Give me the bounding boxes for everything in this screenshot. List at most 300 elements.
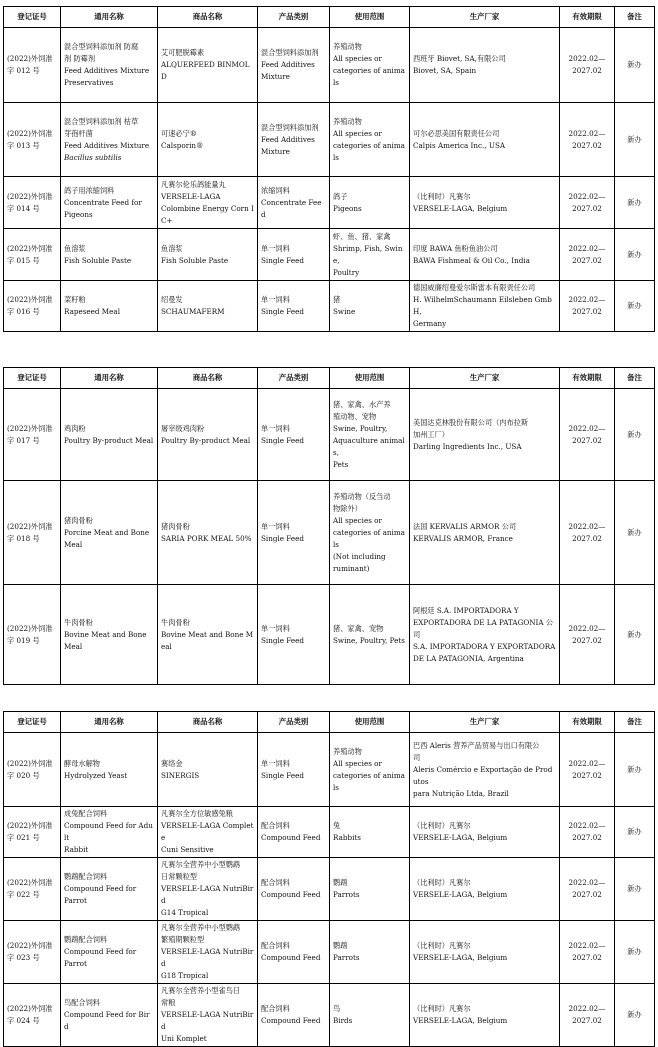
registration-number-line: (2022)外饲准 (7, 941, 53, 950)
remark-cell: 新办 (615, 733, 655, 807)
usage-scope-line: Parrots (333, 890, 360, 899)
validity-period-cell (560, 103, 615, 177)
manufacturer-line: （比利时）凡赛尔 (413, 941, 471, 950)
generic-name-line: 剂 防霉剂 (64, 54, 96, 63)
table-row (4, 807, 655, 858)
manufacturer-cell (410, 984, 560, 1047)
trade-name-line: 绍曼发 (161, 295, 183, 304)
generic-name-line: 芽孢杆菌 (64, 128, 93, 138)
product-category-cell (258, 733, 330, 807)
validity-period-cell (560, 229, 615, 281)
manufacturer-line: Biovet, SA, Spain (413, 66, 477, 75)
column-header: 生产厂家 (410, 712, 560, 733)
generic-name-line: Bacillus subtilis (64, 152, 122, 162)
remark-cell: 新办 (615, 28, 655, 103)
manufacturer-cell (410, 733, 560, 807)
validity-period-line: 2027.02 (572, 307, 602, 316)
trade-name-cell (158, 177, 258, 229)
trade-name-line: 常粮 (161, 998, 176, 1007)
generic-name-line: 牛肉骨粉 (64, 617, 93, 627)
usage-scope-line: All species or (333, 54, 382, 63)
validity-period-line: 2022.02— (568, 623, 606, 633)
generic-name-cell (61, 28, 158, 103)
trade-name-line: Uni Komplet (161, 1034, 207, 1043)
usage-scope-line: (Not including (333, 551, 386, 561)
trade-name-line: 凡赛尔全方位敏感兔粮 (161, 809, 233, 818)
generic-name-cell (61, 177, 158, 229)
remark-cell: 新办 (615, 921, 655, 984)
product-category-line: Feed Additives (261, 60, 315, 69)
registration-number-line: (2022)外饲准 (7, 623, 53, 633)
product-category-line: Mixture (261, 72, 290, 81)
manufacturer-line: Darling Ingredients Inc., USA (413, 441, 522, 451)
registration-number-line: 字 019 号 (7, 635, 40, 645)
generic-name-cell (61, 733, 158, 807)
manufacturer-line: 美国达克林股份有限公司（内布拉斯 (413, 417, 529, 427)
generic-name-cell (61, 858, 158, 921)
remark-cell: 新办 (615, 229, 655, 281)
generic-name-cell (61, 921, 158, 984)
generic-name-line: 鱼溶浆 (64, 243, 86, 253)
generic-name-cell (61, 807, 158, 858)
manufacturer-line: （比利时）凡赛尔 (413, 1004, 471, 1013)
product-category-line: Concentrate Feed (261, 197, 322, 219)
usage-scope-line: 鹦鹉 (333, 941, 348, 950)
column-header: 生产厂家 (410, 7, 560, 28)
trade-name-line: 凡赛尔伦乐鸽能量丸 (161, 179, 226, 189)
manufacturer-line: 可尔必思美国有限责任公司 (413, 128, 500, 138)
product-category-line: Compound Feed (261, 953, 321, 962)
manufacturer-line: 德国威廉绍曼爱尔斯雷本有限责任公司 (413, 283, 536, 292)
usage-scope-line: 猪、家禽、宠物 (333, 623, 384, 633)
registration-number-line: 字 022 号 (7, 890, 40, 899)
usage-scope-line: 物除外） (333, 503, 362, 513)
validity-period-line: 2027.02 (572, 770, 602, 780)
product-category-line: 配合饲料 (261, 878, 290, 887)
table-row (4, 281, 655, 332)
trade-name-cell (158, 481, 258, 585)
column-header: 商品名称 (158, 7, 258, 28)
manufacturer-line: para Nutrição Ltda, Brazil (413, 788, 509, 798)
manufacturer-cell (410, 103, 560, 177)
registration-number-cell (4, 177, 61, 229)
generic-name-line: Feed Additives Mixture (64, 66, 150, 75)
generic-name-line: 菜籽粕 (64, 295, 86, 304)
validity-period-cell (560, 984, 615, 1047)
validity-period-cell (560, 281, 615, 332)
manufacturer-line: 法国 KERVALIS ARMOR 公司 (413, 521, 517, 531)
registration-number-line: 字 012 号 (7, 66, 40, 75)
column-header: 备注 (615, 368, 655, 389)
trade-name-line: Bovine Meat and Bone Meal (161, 629, 254, 651)
generic-name-line: Concentrate Feed for (64, 197, 142, 207)
generic-name-line: Rapeseed Meal (64, 307, 120, 316)
manufacturer-line: VERSELE-LAGA, Belgium (413, 953, 508, 962)
validity-period-line: 2022.02— (568, 128, 606, 138)
table-row (4, 984, 655, 1047)
usage-scope-cell (330, 229, 410, 281)
usage-scope-line: 兔 (333, 821, 341, 830)
product-category-cell (258, 481, 330, 585)
usage-scope-cell (330, 858, 410, 921)
product-category-line: Mixture (261, 146, 290, 156)
usage-scope-cell (330, 481, 410, 585)
product-category-line: Single Feed (261, 435, 304, 445)
table-row (4, 921, 655, 984)
product-category-line: 单一饲料 (261, 623, 290, 633)
trade-name-cell (158, 585, 258, 685)
generic-name-line: Compound Feed for Bird (64, 1010, 150, 1031)
product-category-line: 配合饲料 (261, 821, 290, 830)
column-header: 产品类别 (258, 7, 330, 28)
trade-name-cell (158, 984, 258, 1047)
usage-scope-line: Pets (333, 459, 349, 469)
registration-table-2 (3, 367, 655, 685)
generic-name-line: 混合型饲料添加剂 枯草 (64, 116, 139, 126)
manufacturer-line: H. WilhelmSchaumann Eilsleben GmbH, (413, 295, 552, 316)
product-category-cell (258, 858, 330, 921)
trade-name-cell (158, 807, 258, 858)
manufacturer-line: 司 (413, 629, 421, 639)
column-header: 通用名称 (61, 368, 158, 389)
usage-scope-line: Swine, Poultry, Pets (333, 635, 405, 645)
usage-scope-line: Birds (333, 1016, 353, 1025)
validity-period-line: 2022.02— (568, 1004, 606, 1013)
usage-scope-line: Shrimp, Fish, Swine, (333, 243, 403, 265)
trade-name-line: 凡赛尔全营养中小型鹦鹉 (161, 860, 241, 869)
manufacturer-line: DE LA PATAGONIA, Argentina (413, 653, 524, 663)
table-row (4, 481, 655, 585)
trade-name-line: ALQUERFEED BINMOLD (161, 60, 250, 81)
trade-name-line: Calsporin® (161, 140, 204, 150)
manufacturer-cell (410, 28, 560, 103)
manufacturer-line: 西班牙 Biovet, SA,有限公司 (413, 54, 506, 63)
usage-scope-line: Swine (333, 307, 356, 316)
manufacturer-line: BAWA Fishmeal & Oil Co., India (413, 255, 530, 265)
registration-number-line: (2022)外饲准 (7, 878, 53, 887)
product-category-line: 配合饲料 (261, 1004, 290, 1013)
validity-period-line: 2022.02— (568, 941, 606, 950)
validity-period-line: 2022.02— (568, 295, 606, 304)
registration-number-line: 字 014 号 (7, 203, 40, 213)
usage-scope-line: All species or (333, 515, 382, 525)
generic-name-line: 成兔配合饲料 (64, 809, 108, 818)
usage-scope-line: Rabbits (333, 833, 361, 842)
trade-name-line: 牛肉骨粉 (161, 617, 190, 627)
validity-period-line: 2027.02 (572, 140, 602, 150)
trade-name-cell (158, 733, 258, 807)
trade-name-line: G18 Tropical (161, 971, 209, 980)
usage-scope-line: Poultry (333, 267, 360, 277)
product-category-line: 单一饲料 (261, 243, 290, 253)
manufacturer-line: Calpis America Inc., USA (413, 140, 506, 150)
generic-name-line: 鸽子用浓缩饲料 (64, 185, 115, 195)
table-row (4, 585, 655, 685)
product-category-line: 混合型饲料添加剂 (261, 48, 319, 57)
manufacturer-line: 加州工厂） (413, 429, 449, 439)
product-category-cell (258, 921, 330, 984)
trade-name-line: 赛络金 (161, 758, 183, 768)
product-category-line: Compound Feed (261, 1016, 321, 1025)
product-category-cell (258, 103, 330, 177)
column-header: 通用名称 (61, 7, 158, 28)
generic-name-line: Fish Soluble Paste (64, 255, 132, 265)
trade-name-cell (158, 281, 258, 332)
remark-cell: 新办 (615, 103, 655, 177)
trade-name-line: VERSELE-LAGA NutriBird (161, 947, 254, 968)
column-header: 登记证号 (4, 7, 61, 28)
generic-name-line: Hydrolyzed Yeast (64, 770, 128, 780)
trade-name-line: VERSELE-LAGA Complete (161, 821, 254, 842)
remark-cell: 新办 (615, 807, 655, 858)
usage-scope-line: 鹦鹉 (333, 878, 348, 887)
registration-number-line: 字 018 号 (7, 533, 40, 543)
validity-period-line: 2027.02 (572, 1016, 602, 1025)
table-row (4, 103, 655, 177)
usage-scope-cell (330, 921, 410, 984)
usage-scope-line: categories of animals (333, 770, 405, 792)
product-category-line: Feed Additives (261, 134, 315, 144)
product-category-cell (258, 281, 330, 332)
column-header: 有效期限 (560, 368, 615, 389)
registration-number-line: 字 024 号 (7, 1016, 40, 1025)
trade-name-line: 屠宰级鸡肉粉 (161, 423, 205, 433)
trade-name-line: 凡赛尔全营养中小型鹦鹉 (161, 923, 241, 932)
column-header: 商品名称 (158, 368, 258, 389)
generic-name-line: Poultry By-product Meal (64, 435, 154, 445)
usage-scope-line: categories of animals (333, 527, 405, 549)
trade-name-line: SCHAUMAFERM (161, 307, 225, 316)
manufacturer-line: 巴西 Aleris 营养产品贸易与出口有限公 (413, 740, 540, 750)
validity-period-line: 2022.02— (568, 243, 606, 253)
column-header: 登记证号 (4, 368, 61, 389)
validity-period-line: 2027.02 (572, 533, 602, 543)
trade-name-cell (158, 921, 258, 984)
generic-name-line: Compound Feed for Adult (64, 821, 153, 842)
usage-scope-line: 养殖动物 (333, 42, 362, 51)
generic-name-line: Compound Feed for (64, 947, 137, 956)
validity-period-cell (560, 28, 615, 103)
usage-scope-line: Pigeons (333, 203, 362, 213)
generic-name-line: 鹦鹉配合饲料 (64, 935, 108, 944)
generic-name-line: 鸡肉粉 (64, 423, 86, 433)
table-row (4, 858, 655, 921)
generic-name-line: Bovine Meat and Bone (64, 629, 147, 639)
registration-number-cell (4, 281, 61, 332)
trade-name-line: Cuni Sensitive (161, 845, 214, 854)
registration-number-line: 字 016 号 (7, 307, 40, 316)
manufacturer-line: VERSELE-LAGA, Belgium (413, 833, 508, 842)
registration-number-cell (4, 585, 61, 685)
registration-number-line: (2022)外饲准 (7, 1004, 53, 1013)
registration-table-1 (3, 6, 655, 332)
validity-period-line: 2022.02— (568, 878, 606, 887)
trade-name-line: 猪肉骨粉 (161, 521, 190, 531)
table-row (4, 28, 655, 103)
registration-number-line: 字 015 号 (7, 255, 40, 265)
manufacturer-line: （比利时）凡赛尔 (413, 821, 471, 830)
usage-scope-line: Swine, Poultry, (333, 423, 388, 433)
manufacturer-line: VERSELE-LAGA, Belgium (413, 203, 508, 213)
product-category-cell (258, 585, 330, 685)
column-header: 备注 (615, 712, 655, 733)
registration-number-line: (2022)外饲准 (7, 758, 53, 768)
registration-number-line: 字 013 号 (7, 140, 40, 150)
column-header: 通用名称 (61, 712, 158, 733)
registration-number-cell (4, 28, 61, 103)
usage-scope-cell (330, 389, 410, 481)
registration-number-cell (4, 481, 61, 585)
trade-name-line: Fish Soluble Paste (161, 255, 229, 265)
usage-scope-line: Aquaculture animals, (333, 435, 405, 457)
validity-period-line: 2022.02— (568, 521, 606, 531)
table-row (4, 177, 655, 229)
validity-period-line: 2022.02— (568, 758, 606, 768)
manufacturer-line: VERSELE-LAGA, Belgium (413, 1016, 508, 1025)
validity-period-line: 2027.02 (572, 953, 602, 962)
manufacturer-cell (410, 481, 560, 585)
validity-period-line: 2022.02— (568, 191, 606, 201)
generic-name-line: Meal (64, 641, 83, 651)
usage-scope-line: 猪、家禽、水产养 (333, 399, 391, 409)
generic-name-line: 酵母水解物 (64, 758, 100, 768)
product-category-cell (258, 229, 330, 281)
registration-number-line: 字 020 号 (7, 770, 40, 780)
usage-scope-cell (330, 103, 410, 177)
usage-scope-line: 鸽子 (333, 191, 348, 201)
generic-name-line: Porcine Meat and Bone (64, 527, 150, 537)
usage-scope-line: Parrots (333, 953, 360, 962)
product-category-line: Compound Feed (261, 890, 321, 899)
validity-period-line: 2027.02 (572, 203, 602, 213)
validity-period-cell (560, 858, 615, 921)
validity-period-cell (560, 481, 615, 585)
manufacturer-line: S.A. IMPORTADORA Y EXPORTADORA (413, 641, 556, 651)
generic-name-line: Compound Feed for (64, 884, 137, 893)
usage-scope-cell (330, 984, 410, 1047)
manufacturer-line: VERSELE-LAGA, Belgium (413, 890, 508, 899)
product-category-line: Single Feed (261, 255, 304, 265)
trade-name-cell (158, 103, 258, 177)
remark-cell: 新办 (615, 281, 655, 332)
remark-cell: 新办 (615, 389, 655, 481)
registration-number-line: 字 023 号 (7, 953, 40, 962)
registration-number-line: (2022)外饲准 (7, 243, 53, 253)
registration-number-line: 字 017 号 (7, 435, 40, 445)
usage-scope-line: All species or (333, 758, 382, 768)
generic-name-cell (61, 389, 158, 481)
usage-scope-line: All species or (333, 128, 382, 138)
registration-number-cell (4, 807, 61, 858)
table-row (4, 389, 655, 481)
validity-period-line: 2027.02 (572, 833, 602, 842)
manufacturer-line: 印度 BAWA 鱼粉鱼油公司 (413, 243, 498, 253)
usage-scope-cell (330, 733, 410, 807)
generic-name-cell (61, 585, 158, 685)
validity-period-cell (560, 807, 615, 858)
product-category-line: 单一饲料 (261, 295, 290, 304)
usage-scope-line: ruminant) (333, 563, 370, 573)
generic-name-cell (61, 103, 158, 177)
product-category-cell (258, 807, 330, 858)
remark-cell: 新办 (615, 481, 655, 585)
trade-name-cell (158, 389, 258, 481)
column-header: 有效期限 (560, 712, 615, 733)
product-category-line: Single Feed (261, 533, 304, 543)
registration-number-cell (4, 389, 61, 481)
generic-name-cell (61, 281, 158, 332)
manufacturer-cell (410, 858, 560, 921)
product-category-line: 浓缩饲料 (261, 185, 290, 195)
manufacturer-line: 阿根廷 S.A. IMPORTADORA Y (413, 605, 519, 615)
column-header: 产品类别 (258, 368, 330, 389)
trade-name-line: VERSELE-LAGA NutriBird (161, 884, 254, 905)
header-row (4, 712, 655, 733)
manufacturer-cell (410, 177, 560, 229)
validity-period-cell (560, 177, 615, 229)
trade-name-cell (158, 28, 258, 103)
registration-number-line: (2022)外饲准 (7, 521, 53, 531)
column-header: 有效期限 (560, 7, 615, 28)
validity-period-line: 2022.02— (568, 423, 606, 433)
remark-cell: 新办 (615, 177, 655, 229)
column-header: 使用范围 (330, 7, 410, 28)
manufacturer-line: KERVALIS ARMOR, France (413, 533, 513, 543)
product-category-line: Single Feed (261, 770, 304, 780)
registration-number-line: (2022)外饲准 (7, 54, 53, 63)
manufacturer-cell (410, 585, 560, 685)
registration-number-cell (4, 984, 61, 1047)
product-category-cell (258, 177, 330, 229)
trade-name-line: 鱼溶浆 (161, 243, 183, 253)
trade-name-line: Poultry By-product Meal (161, 435, 251, 445)
table-row (4, 733, 655, 807)
manufacturer-cell (410, 921, 560, 984)
generic-name-line: Parrot (64, 896, 87, 905)
usage-scope-line: categories of animals (333, 140, 405, 162)
manufacturer-cell (410, 229, 560, 281)
header-row (4, 7, 655, 28)
validity-period-cell (560, 389, 615, 481)
validity-period-line: 2027.02 (572, 635, 602, 645)
usage-scope-cell (330, 28, 410, 103)
registration-number-line: (2022)外饲准 (7, 821, 53, 830)
usage-scope-line: 鸟 (333, 1004, 341, 1013)
usage-scope-line: 养殖动物（反刍动 (333, 491, 391, 501)
product-category-line: Compound Feed (261, 833, 321, 842)
trade-name-line: VERSELE-LAGA NutriBird (161, 1010, 254, 1031)
registration-number-cell (4, 858, 61, 921)
trade-name-line: Colombine Energy Corn IC+ (161, 203, 254, 225)
column-header: 使用范围 (330, 712, 410, 733)
generic-name-line: Meal (64, 539, 83, 549)
validity-period-line: 2027.02 (572, 66, 602, 75)
column-header: 备注 (615, 7, 655, 28)
generic-name-cell (61, 481, 158, 585)
generic-name-line: 鸟配合饲料 (64, 998, 100, 1007)
trade-name-line: 艾可肥脱霉素 (161, 48, 205, 57)
usage-scope-cell (330, 585, 410, 685)
generic-name-cell (61, 229, 158, 281)
column-header: 商品名称 (158, 712, 258, 733)
usage-scope-cell (330, 281, 410, 332)
registration-number-cell (4, 921, 61, 984)
usage-scope-line: 虾、鱼、猪、家禽 (333, 231, 391, 241)
usage-scope-cell (330, 177, 410, 229)
manufacturer-line: （比利时）凡赛尔 (413, 191, 471, 201)
registration-number-line: 字 021 号 (7, 833, 40, 842)
trade-name-line: SINERGIS (161, 770, 200, 780)
